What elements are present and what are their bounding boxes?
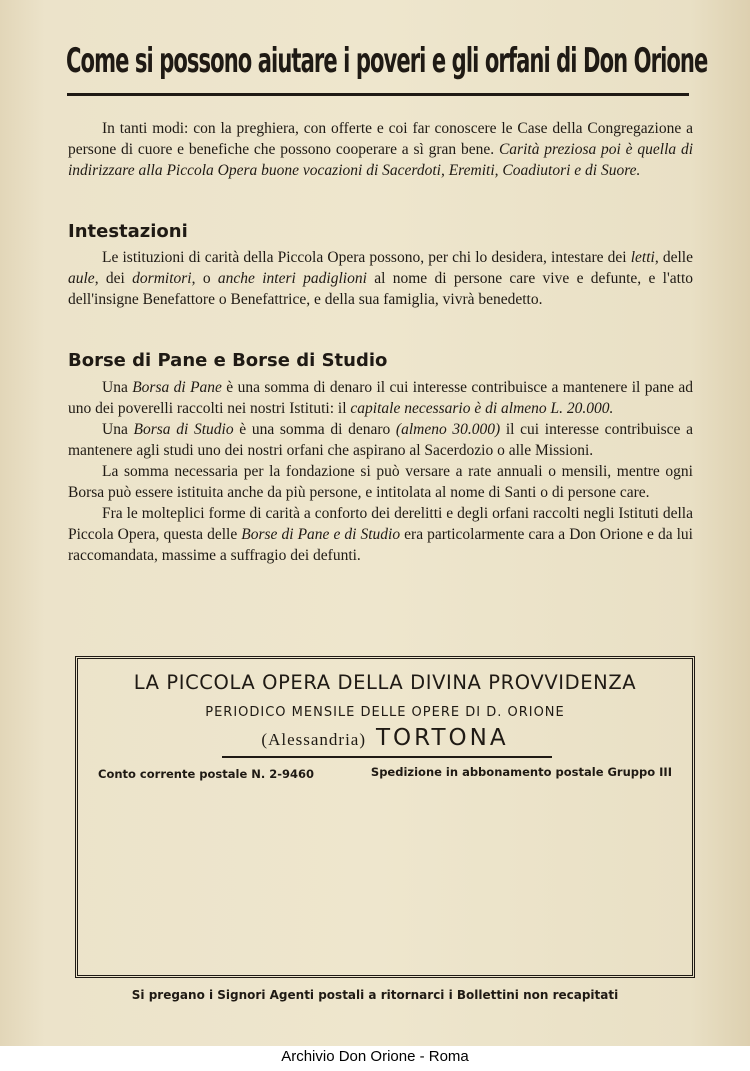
borse-section bbox=[68, 377, 693, 566]
borse-italic: Borsa di Pane bbox=[132, 379, 222, 396]
borsa-pane-paragraph bbox=[68, 377, 693, 419]
intro-paragraph bbox=[68, 118, 693, 181]
publication-title: LA PICCOLA OPERA DELLA DIVINA PROVVIDENZA bbox=[133, 671, 637, 694]
postal-agents-note: Si pregano i Signori Agenti postali a ritornarci i Bollettini non recapitati bbox=[131, 988, 619, 1002]
intestazioni-text-4: , o bbox=[191, 270, 218, 287]
intestazioni-text-1: Le istituzioni di carità della Piccola Opera possono, per chi lo desidera, intestare dei bbox=[102, 249, 631, 266]
borse-italic: (almeno 30.000) bbox=[395, 421, 501, 438]
intestazioni-paragraph bbox=[68, 247, 693, 310]
intro-italic-text: Carità preziosa poi è quella di indirizzare alla Piccola Opera buone vocazioni di Sacerdoti, Eremiti, Coadiutori e di Suore. bbox=[68, 141, 693, 179]
intestazioni-italic-2: aule bbox=[68, 270, 95, 287]
postal-info-box bbox=[75, 656, 695, 978]
somma-paragraph: La somma necessaria per la fondazione si può versare a rate annuali o mensili, mentre ogni Borsa può essere istituita anche da più persone, e intitolata al nome di Santi o di persone care. bbox=[68, 463, 693, 501]
region-text: (Alessandria) bbox=[261, 730, 366, 749]
publication-location bbox=[78, 725, 692, 751]
intestazioni-text-3: , dei bbox=[94, 270, 133, 287]
title-underline bbox=[67, 93, 689, 96]
intestazioni-italic-1: letti bbox=[630, 249, 655, 266]
archive-caption: Archivio Don Orione - Roma bbox=[0, 1046, 750, 1071]
intro-text: In tanti modi: con la preghiera, con offerte e coi far conoscere le Case della Congregazione a persone di cuore e benefiche che possono cooperare a sì gran bene. bbox=[68, 120, 693, 158]
intestazioni-text-5: al nome di persone care vive e defunte, e l'atto dell'insigne Benefattore o Benefattrice, e della sua famiglia, vivrà benedetto. bbox=[68, 270, 694, 308]
intestazioni-italic-3: dormitori bbox=[132, 270, 192, 287]
intestazioni-text-2: , delle bbox=[654, 249, 693, 266]
borse-heading: Borse di Pane e Borse di Studio bbox=[68, 350, 388, 371]
borse-italic: Borsa di Studio bbox=[133, 421, 234, 438]
borse-italic: Borse di Pane e di Studio bbox=[241, 526, 401, 543]
borse-text: Fra le molteplici forme di carità a conforto dei derelitti e degli orfani raccolti negli Istituti della Piccola Opera, questa delle bbox=[68, 505, 693, 543]
box-divider bbox=[222, 756, 552, 758]
intestazioni-italic-4: anche interi padiglioni bbox=[217, 270, 367, 287]
intestazioni-heading: Intestazioni bbox=[68, 221, 188, 242]
borse-text: Una bbox=[102, 379, 133, 396]
borsa-studio-paragraph bbox=[68, 419, 693, 461]
page-title: Come si possono aiutare i poveri e gli orfani di Don Orione bbox=[66, 41, 708, 81]
borse-text: era particolarmente cara a Don Orione e da lui raccomandata, massime a suffragio dei defunti. bbox=[68, 526, 693, 564]
publication-subtitle: PERIODICO MENSILE DELLE OPERE DI D. ORIONE bbox=[205, 705, 565, 720]
borse-text: è una somma di denaro il cui interesse contribuisce a mantenere il pane ad uno dei poverelli raccolti nei nostri Istituti: il bbox=[68, 379, 694, 417]
borse-italic: capitale necessario è di almeno L. 20.000. bbox=[350, 400, 614, 417]
borse-text: il cui interesse contribuisce a mantenere agli studi uno dei nostri orfani che aspirano al Sacerdozio o alle Missioni. bbox=[68, 421, 693, 459]
borse-text: è una somma di denaro bbox=[233, 421, 396, 438]
city-text: TORTONA bbox=[376, 725, 509, 751]
postal-account: Conto corrente postale N. 2-9460 bbox=[98, 767, 315, 781]
borse-text: Una bbox=[102, 421, 134, 438]
forme-carita-paragraph bbox=[68, 503, 693, 566]
shipping-info: Spedizione in abbonamento postale Gruppo III bbox=[370, 765, 672, 779]
